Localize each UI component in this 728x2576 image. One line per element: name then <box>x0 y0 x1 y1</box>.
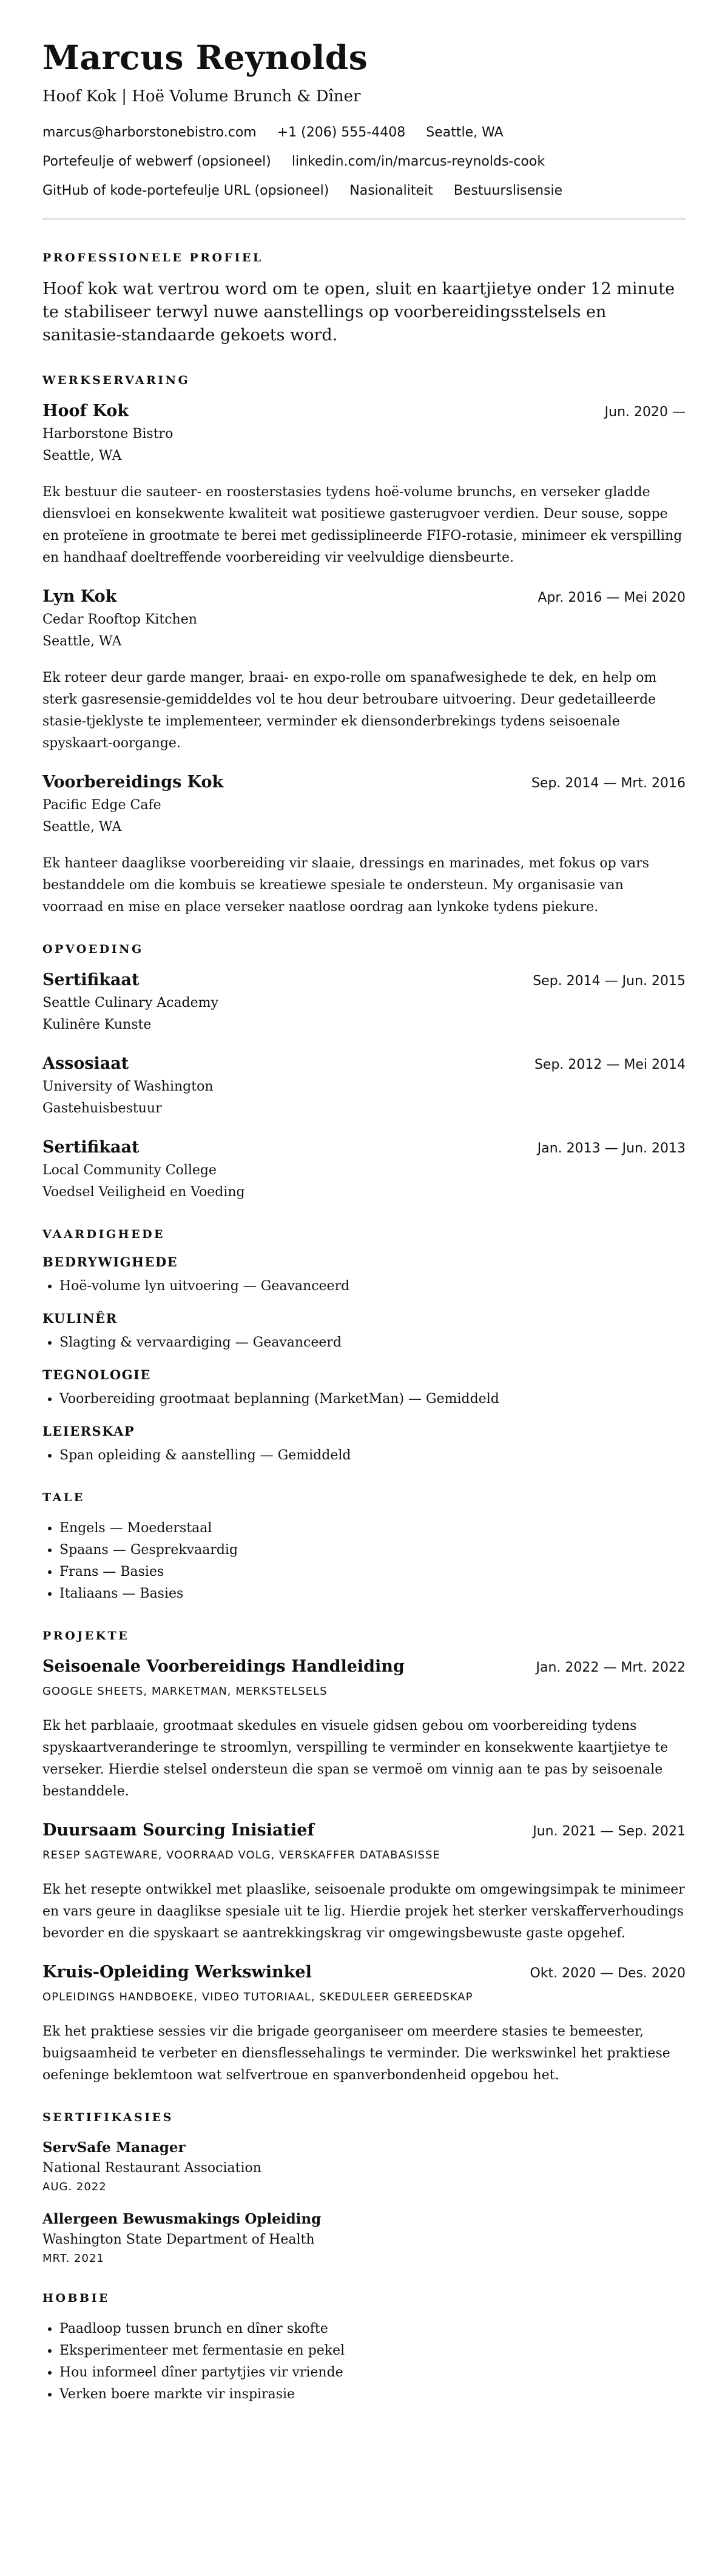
project-tech: RESEP SAGTEWARE, VOORRAAD VOLG, VERSKAFFER DATABASISSE <box>42 1849 440 1861</box>
section-title-skills: VAARDIGHEDE <box>42 1228 166 1241</box>
education-entry <box>42 1137 686 1203</box>
job-description: Ek hanteer daaglikse voorbereiding vir slaaie, dressings en marinades, met fokus op vars bestanddele om die kombuis se kreatiewe spesiale te ondersteun. My organisasie van voorraad en mise en place verseker naatlose oordrag aan lynkoke tydens piekure. <box>42 856 650 915</box>
header-divider <box>42 218 686 220</box>
contact-nationality: Nasionaliteit <box>349 183 433 198</box>
skill-item: • Voorbereiding grootmaat beplanning (MarketMan) — Gemiddeld <box>59 1388 686 1410</box>
certifications-section <box>42 2111 686 2267</box>
job-dates: Jun. 2020 — <box>604 405 686 420</box>
education-entry <box>42 969 686 1036</box>
job-dates: Sep. 2014 — Mrt. 2016 <box>531 776 686 791</box>
school-name: Local Community College <box>42 1163 217 1178</box>
project-description: Ek het praktiese sessies vir die brigade georganiseer om meerdere stasies te bemeester, buigsaamheid te verbeter en diensflessehalings te verminder. Die werkswinkel het praktiese oefeninge beklemtoon wat selfvertroue en spanverbondenheid opgebou het. <box>42 2024 670 2083</box>
section-title-hobbies: HOBBIE <box>42 2292 110 2305</box>
contact-portfolio[interactable]: Portefeulje of webwerf (opsioneel) <box>42 154 271 169</box>
certification-name: Allergeen Bewusmakings Opleiding <box>42 2211 322 2227</box>
project-name: Duursaam Sourcing Inisiatief <box>42 1821 315 1840</box>
hobby-item: • Hou informeel dîner partytjies vir vriende <box>59 2362 686 2384</box>
profile-section <box>42 251 686 347</box>
hobbies-section <box>42 2292 686 2406</box>
study-field: Gastehuisbestuur <box>42 1101 162 1116</box>
job-company: Harborstone Bistro <box>42 426 174 442</box>
degree-title: Sertifikaat <box>42 970 140 989</box>
job-title: Voorbereidings Kok <box>42 773 224 792</box>
project-tech: OPLEIDINGS HANDBOEKE, VIDEO TUTORIAAL, SKEDULEER GEREEDSKAP <box>42 1991 473 2003</box>
skill-item: • Slagting & vervaardiging — Geavanceerd <box>59 1332 686 1354</box>
hobby-item: • Verken boere markte vir inspirasie <box>59 2384 686 2406</box>
project-dates: Jun. 2021 — Sep. 2021 <box>533 1824 686 1839</box>
certification-org: National Restaurant Association <box>42 2161 261 2176</box>
job-company: Cedar Rooftop Kitchen <box>42 612 197 627</box>
job-dates: Apr. 2016 — Mei 2020 <box>538 590 686 605</box>
language-item: • Frans — Basies <box>59 1561 686 1583</box>
profile-text: Hoof kok wat vertrou word om te open, sluit en kaartjietye onder 12 minute te stabiliseer terwyl nuwe aanstellings op voorbereidingsstelsels en sanitasie-standaarde gekoets word. <box>42 280 675 345</box>
contact-phone[interactable]: +1 (206) 555-4408 <box>277 125 406 140</box>
job-location: Seattle, WA <box>42 448 122 463</box>
project-dates: Jan. 2022 — Mrt. 2022 <box>536 1660 686 1675</box>
job-location: Seattle, WA <box>42 819 122 835</box>
skill-list <box>42 1388 686 1410</box>
education-entry <box>42 1053 686 1120</box>
contact-github[interactable]: GitHub of kode-portefeulje URL (opsioneel) <box>42 183 329 198</box>
contact-location: Seattle, WA <box>426 125 504 140</box>
study-field: Voedsel Veiligheid en Voeding <box>42 1185 245 1200</box>
hobby-list <box>42 2318 686 2406</box>
project-name: Seisoenale Voorbereidings Handleiding <box>42 1657 405 1676</box>
job-title: Hoof Kok <box>42 402 129 420</box>
certification-entry <box>42 2209 686 2267</box>
hobby-item: • Paadloop tussen brunch en dîner skofte <box>59 2318 686 2340</box>
contact-row-1 <box>42 124 686 142</box>
project-entry <box>42 1962 686 2087</box>
study-field: Kulinêre Kunste <box>42 1017 152 1032</box>
school-name: University of Washington <box>42 1079 214 1094</box>
project-name: Kruis-Opleiding Werkswinkel <box>42 1963 312 1982</box>
skill-list <box>42 1332 686 1354</box>
section-title-projects: PROJEKTE <box>42 1629 130 1643</box>
resume-header <box>42 38 686 200</box>
education-section <box>42 943 686 1203</box>
skill-list <box>42 1276 686 1297</box>
degree-dates: Sep. 2014 — Jun. 2015 <box>533 974 686 989</box>
job-description: Ek bestuur die sauteer- en roosterstasies tydens hoë-volume brunchs, en verseker gladde diensvloei en konsekwente kwaliteit wat positiewe gasterugvoer verdien. Deur souse, soppe en proteïene in grootmate te berei met gedissiplineerde FIFO-rotasie, minimeer ek verspilling en handhaaf doeltreffende voorbereiding vir veelvuldige diensbeurte. <box>42 485 682 565</box>
contact-row-3 <box>42 182 686 200</box>
experience-entry <box>42 586 686 755</box>
job-company: Pacific Edge Cafe <box>42 798 161 813</box>
certification-date: MRT. 2021 <box>42 2252 104 2265</box>
skill-group-title: KULINÊR <box>42 1311 118 1326</box>
certification-name: ServSafe Manager <box>42 2139 186 2156</box>
section-title-certifications: SERTIFIKASIES <box>42 2111 174 2124</box>
language-item: • Engels — Moederstaal <box>59 1518 686 1539</box>
contact-linkedin[interactable]: linkedin.com/in/marcus-reynolds-cook <box>291 154 545 169</box>
skills-section <box>42 1228 686 1467</box>
degree-title: Sertifikaat <box>42 1138 140 1157</box>
skill-item: • Span opleiding & aanstelling — Gemiddeld <box>59 1445 686 1467</box>
certification-date: AUG. 2022 <box>42 2181 107 2193</box>
skill-item: • Hoë-volume lyn uitvoering — Geavanceerd <box>59 1276 686 1297</box>
skill-group-title: TEGNOLOGIE <box>42 1367 151 1382</box>
degree-dates: Sep. 2012 — Mei 2014 <box>534 1057 686 1072</box>
section-title-education: OPVOEDING <box>42 943 144 956</box>
contact-row-2 <box>42 153 686 171</box>
skill-group-title: LEIERSKAP <box>42 1424 135 1439</box>
contact-drivers-license: Bestuurslisensie <box>453 183 563 198</box>
experience-section <box>42 374 686 918</box>
school-name: Seattle Culinary Academy <box>42 995 218 1011</box>
experience-entry <box>42 772 686 918</box>
languages-section <box>42 1491 686 1605</box>
section-title-experience: WERKSERVARING <box>42 374 190 387</box>
project-description: Ek het resepte ontwikkel met plaaslike, seisoenale produkte om omgewingsimpak te minimeer en vars geure in daaglikse spesiale uit te lig. Hierdie projek het sterker verskafferverhoudings bevorder en die spyskaart se aantrekkingskrag vir omgewingsbewuste gaste opgehef. <box>42 1882 685 1941</box>
candidate-subtitle: Hoof Kok | Hoë Volume Brunch & Dîner <box>42 87 361 106</box>
certification-entry <box>42 2137 686 2196</box>
projects-section <box>42 1629 686 2087</box>
language-item: • Spaans — Gesprekvaardig <box>59 1539 686 1561</box>
hobby-item: • Eksperimenteer met fermentasie en pekel <box>59 2340 686 2362</box>
section-title-profile: PROFESSIONELE PROFIEL <box>42 251 263 264</box>
job-location: Seattle, WA <box>42 634 122 649</box>
project-description: Ek het parblaaie, grootmaat skedules en visuele gidsen gebou om voorbereiding tydens spyskaartveranderinge te stroomlyn, verspilling te verminder en konsekwente kaartjietye te verseker. Hierdie stelsel ondersteun die span se vermoë om vinnig aan te pas by seisoenale bestanddele. <box>42 1718 669 1799</box>
project-tech: GOOGLE SHEETS, MARKETMAN, MERKSTELSELS <box>42 1685 328 1698</box>
job-description: Ek roteer deur garde manger, braai- en expo-rolle om spanafwesighede te dek, en help om sterk gasresensie-gemiddeldes vol te hou deur betroubare uitvoering. Deur gedetailleerde stasie-tjeklyste te implementeer, verminder ek diensonderbrekings tydens seisoenale spyskaart-oorgange. <box>42 670 657 751</box>
candidate-name: Marcus Reynolds <box>42 38 368 77</box>
project-entry <box>42 1820 686 1945</box>
language-list <box>42 1518 686 1605</box>
language-item: • Italiaans — Basies <box>59 1583 686 1605</box>
degree-title: Assosiaat <box>42 1054 129 1073</box>
section-title-languages: TALE <box>42 1491 85 1504</box>
degree-dates: Jan. 2013 — Jun. 2013 <box>537 1141 686 1156</box>
skill-group-title: BEDRYWIGHEDE <box>42 1254 178 1270</box>
certification-org: Washington State Department of Health <box>42 2232 315 2247</box>
skill-list <box>42 1445 686 1467</box>
experience-entry <box>42 400 686 569</box>
contact-email[interactable]: marcus@harborstonebistro.com <box>42 125 257 140</box>
job-title: Lyn Kok <box>42 587 117 606</box>
project-entry <box>42 1656 686 1803</box>
project-dates: Okt. 2020 — Des. 2020 <box>530 1966 686 1981</box>
